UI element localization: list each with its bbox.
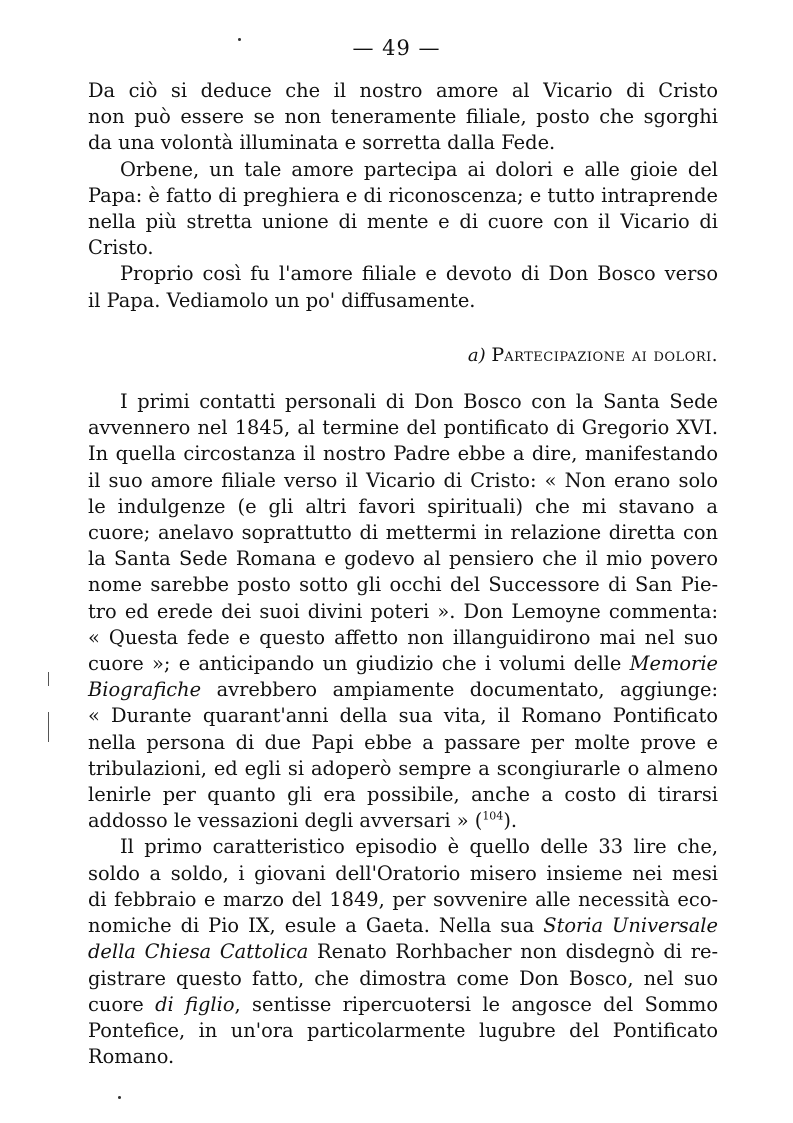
- text-segment: nomiche di Pio IX, esule a Gaeta. Nella sua: [88, 914, 544, 938]
- text-line: Cristo.: [88, 236, 154, 260]
- text-line: avvennero nel 1845, al termine del pontificato di Gregorio XVI.: [88, 416, 718, 440]
- text-line: In quella circostanza il nostro Padre ebbe a dire, manifestando: [88, 442, 718, 466]
- stray-mark: [238, 38, 241, 41]
- text-line: il suo amore filiale verso il Vicario di Cristo: « Non erano solo: [88, 468, 718, 492]
- text-line: [88, 651, 718, 677]
- text-segment: , sentisse ripercuotersi le angosce del Sommo: [234, 992, 718, 1016]
- paragraph-1: [88, 78, 718, 157]
- text-line: [88, 939, 718, 965]
- text-line: « Questa fede e questo affetto non illanguidirono mai nel suo: [88, 625, 718, 649]
- footnote-ref: 104: [482, 809, 504, 823]
- text-line: Il primo caratteristico episodio è quello delle 33 lire che,: [120, 835, 718, 859]
- text-segment: addosso le vessazioni degli avversari » (: [88, 809, 483, 833]
- text-line: Proprio così fu l'amore filiale e devoto di Don Bosco verso: [120, 262, 718, 286]
- stray-mark: [118, 1096, 121, 1099]
- section-letter: a): [467, 344, 486, 366]
- text-line: lenirle per quanto gli era possibile, anche a costo di tirarsi: [88, 783, 718, 807]
- paragraph-5: [88, 834, 718, 1070]
- text-line: le indulgenze (e gli altri favori spirituali) che mi stavano a: [88, 494, 718, 518]
- text-line: di febbraio e marzo del 1849, per sovvenire alle necessità eco-: [88, 887, 718, 911]
- text-line: [88, 913, 718, 939]
- text-line: Pontefice, in un'ora particolarmente lugubre del Pontificato: [88, 1018, 718, 1042]
- page-number: — 49 —: [352, 36, 441, 60]
- text-segment: Renato Rorhbacher non disdegnò di re-: [308, 940, 718, 964]
- book-title: della Chiesa Cattolica: [88, 940, 309, 964]
- text-segment: cuore: [88, 992, 156, 1016]
- section-title-initial: P: [491, 343, 505, 366]
- text-line: nella più stretta unione di mente e di cuore con il Vicario di: [88, 210, 718, 234]
- text-line: da una volontà illuminata e sorretta dalla Fede.: [88, 131, 556, 155]
- text-line: la Santa Sede Romana e godevo al pensiero che il mio povero: [88, 547, 718, 571]
- text-line: Romano.: [88, 1045, 175, 1069]
- text-line: Da ciò si deduce che il nostro amore al Vicario di Cristo: [88, 79, 718, 102]
- paragraph-2: [88, 157, 718, 262]
- book-title: Storia Universale: [543, 914, 718, 938]
- book-title: Memorie: [629, 652, 718, 676]
- text-line: Papa: è fatto di preghiera e di riconoscenza; e tutto intraprende: [88, 183, 718, 207]
- text-line: non può essere se non teneramente filiale, posto che sgorghi: [88, 105, 718, 129]
- paragraph-4: [88, 389, 718, 834]
- text-line: tro ed erede dei suoi divini poteri ». Don Lemoyne commenta:: [88, 599, 718, 623]
- text-line: [88, 808, 718, 834]
- text-line: cuore; anelavo soprattutto di mettermi in relazione diretta con: [88, 521, 718, 545]
- text-line: Orbene, un tale amore partecipa ai dolori e alle gioie del: [120, 157, 718, 181]
- book-title: Biografiche: [88, 678, 202, 702]
- text-line: nome sarebbe posto sotto gli occhi del Successore di San Pie-: [88, 573, 718, 597]
- text-segment: avrebbero ampiamente documentato, aggiunge:: [201, 678, 718, 702]
- text-line: gistrare questo fatto, che dimostra come Don Bosco, nel suo: [88, 966, 718, 990]
- text-line: [88, 677, 718, 703]
- text-segment: cuore »; e anticipando un giudizio che i volumi delle: [88, 652, 630, 676]
- emphasis: di figlio: [155, 992, 235, 1016]
- text-line: soldo a soldo, i giovani dell'Oratorio misero insieme nei mesi: [88, 861, 718, 885]
- text-line: il Papa. Vediamolo un po' diffusamente.: [88, 288, 476, 312]
- text-segment: ).: [503, 809, 518, 833]
- margin-mark: [48, 672, 49, 686]
- text-line: [88, 992, 718, 1018]
- section-heading: [88, 342, 718, 369]
- margin-mark: [48, 712, 49, 742]
- paragraph-3: [88, 261, 718, 313]
- text-line: « Durante quarant'anni della sua vita, il Romano Pontificato: [88, 704, 718, 728]
- section-title-rest: artecipazione ai dolori.: [504, 344, 718, 366]
- body-text: [88, 78, 718, 1070]
- text-line: tribulazioni, ed egli si adoperò sempre a scongiurarle o almeno: [88, 756, 718, 780]
- text-line: I primi contatti personali di Don Bosco con la Santa Sede: [120, 390, 718, 414]
- text-line: nella persona di due Papi ebbe a passare per molte prove e: [88, 730, 718, 754]
